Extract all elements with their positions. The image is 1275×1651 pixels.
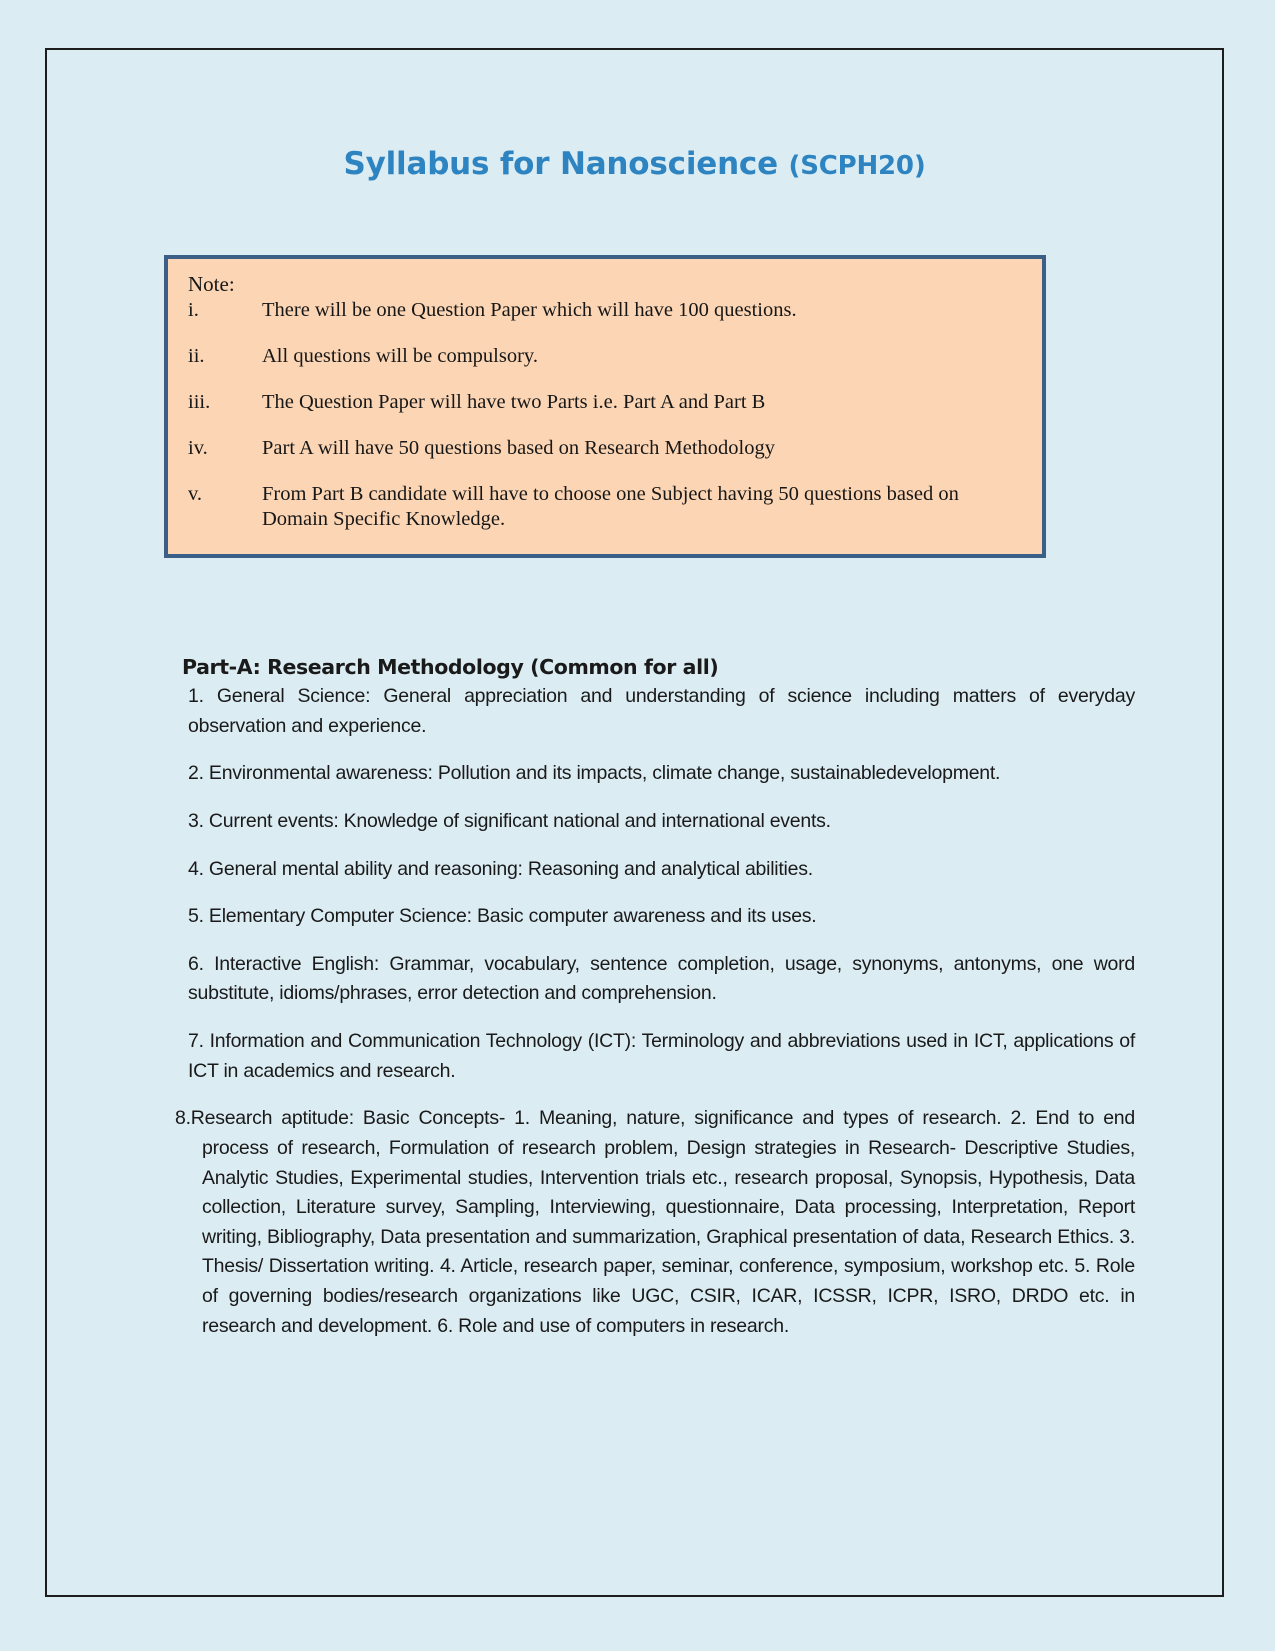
syllabus-item-number: 4. [188, 857, 204, 880]
note-item-text: All questions will be compulsory. [262, 344, 538, 367]
syllabus-item-text: Interactive English: Grammar, vocabulary, sentence completion, usage, synonyms, antonyms, one word substitute, idioms/phrases, error detection and comprehension. [188, 952, 1135, 1005]
note-item-number: iv. [188, 436, 208, 459]
part-a-section [140, 655, 1135, 1341]
page-title [47, 146, 1222, 182]
part-a-heading: Part-A: Research Methodology (Common for all) [182, 655, 719, 679]
syllabus-item [140, 950, 1135, 1009]
note-list-item [184, 298, 1026, 323]
page-title-code: (SCPH20) [788, 151, 926, 181]
syllabus-item-text: Information and Communication Technology (ICT): Terminology and abbreviations used in ICT, applications of ICT in academics and research. [188, 1030, 1135, 1082]
syllabus-item-text: Research aptitude: Basic Concepts- 1. Meaning, nature, significance and types of research. 2. End to end process of research, Formulation of research problem, Design strategies in Research- Descriptive Studies, Analytic Studies, Experimental studies, Intervention trials etc., research proposal, Synopsis, Hypothesis, Data collection, Literature survey, Sampling, Interviewing, questionnaire, Data processing, Interpretation, Report writing, Bibliography, Data presentation and summarization, Graphical presentation of data, Research Ethics. 3. Thesis/ Dissertation writing. 4. Article, research paper, seminar, conference, symposium, workshop etc. 5. Role of governing bodies/research organizations like UGC, CSIR, ICAR, ICSSR, ICPR, ISRO, DRDO etc. in research and development. 6. Role and use of computers in research. [190, 1107, 1135, 1337]
note-label: Note: [188, 272, 235, 296]
page-title-main: Syllabus for Nanoscience [343, 146, 789, 182]
syllabus-item-number: 2. [188, 762, 204, 785]
part-a-item-list [140, 682, 1135, 1341]
note-item-text: There will be one Question Paper which will have 100 questions. [262, 298, 797, 321]
syllabus-item-text: Elementary Computer Science: Basic computer awareness and its uses. [203, 905, 817, 928]
note-list-item [184, 390, 1026, 415]
syllabus-item-number: 6. [188, 952, 204, 975]
note-item-number: i. [188, 298, 199, 321]
syllabus-item-number: 8. [175, 1107, 191, 1130]
syllabus-item-number: 1. [188, 685, 204, 707]
syllabus-item [140, 807, 1135, 837]
note-item-number: iii. [188, 390, 211, 413]
syllabus-item-text: Environmental awareness: Pollution and its impacts, climate change, sustainabledevelopment. [203, 762, 1001, 785]
note-item-number: ii. [188, 344, 205, 367]
note-box [164, 255, 1046, 558]
syllabus-item-text: General Science: General appreciation and understanding of science including matters of everyday observation and experience. [188, 685, 1135, 737]
syllabus-item [140, 682, 1135, 741]
syllabus-item-text: General mental ability and reasoning: Reasoning and analytical abilities. [203, 857, 813, 880]
syllabus-item [140, 855, 1135, 885]
syllabus-item [140, 902, 1135, 932]
syllabus-item [140, 1027, 1135, 1086]
note-item-text: Part A will have 50 questions based on Research Methodology [262, 436, 775, 459]
document-page [45, 48, 1224, 1597]
note-item-number: v. [188, 482, 203, 505]
note-list-item [184, 482, 1026, 532]
syllabus-item-number: 7. [188, 1030, 204, 1052]
note-list-item [184, 436, 1026, 461]
syllabus-item-number: 3. [188, 809, 204, 832]
syllabus-item-text: Current events: Knowledge of significant national and international events. [203, 809, 831, 832]
syllabus-item [140, 1104, 1135, 1341]
note-list [184, 298, 1026, 532]
note-list-item [184, 344, 1026, 369]
syllabus-item-number: 5. [188, 905, 204, 928]
syllabus-item [140, 759, 1135, 789]
note-item-text: The Question Paper will have two Parts i.e. Part A and Part B [262, 390, 766, 413]
note-item-text: From Part B candidate will have to choose one Subject having 50 questions based on Domain Specific Knowledge. [262, 482, 959, 530]
